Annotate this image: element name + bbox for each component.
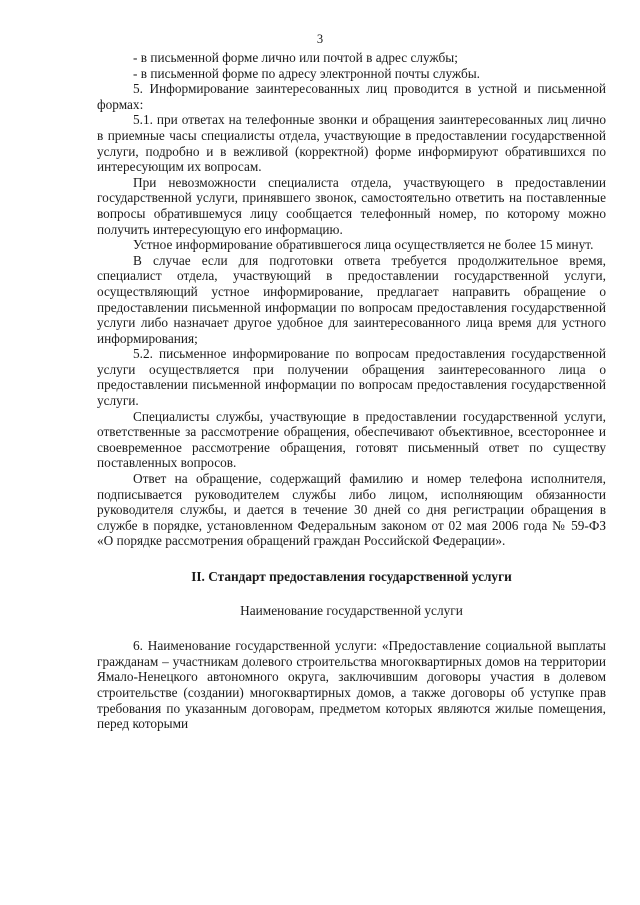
paragraph: При невозможности специалиста отдела, участвующего в предоставлении государственной услуги, принявшего звонок, самостоятельно ответить на поставленные вопросы обратившемуся лицу сообщается телефонный номер, по которому можно получить интересующую его информацию. — [97, 174, 606, 237]
paragraph: Ответ на обращение, содержащий фамилию и номер телефона исполнителя, подписывается руководителем службы либо лицом, исполняющим обязанности руководителя службы, и дается в течение 30 дней со дня регистрации обращения в службе в порядке, установленном Федеральным законом от 02 мая 2006 года № 59-ФЗ «О порядке рассмотрения обращений граждан Российской Федерации». — [97, 471, 606, 549]
paragraph: 5. Информирование заинтересованных лиц проводится в устной и письменной формах: — [97, 81, 606, 112]
document-body — [97, 50, 606, 732]
paragraph: - в письменной форме лично или почтой в адрес службы; — [133, 50, 458, 65]
paragraph: Устное информирование обратившегося лица осуществляется не более 15 минут. — [133, 237, 594, 253]
paragraph: Специалисты службы, участвующие в предоставлении государственной услуги, ответственные за рассмотрение обращения, обеспечивают объективное, всестороннее и своевременное рассмотрение обращения, готовят письменный ответ по существу поставленных вопросов. — [97, 408, 606, 471]
section-subheading: Наименование государственной услуги — [240, 602, 463, 618]
paragraph: - в письменной форме по адресу электронной почты службы. — [133, 65, 480, 81]
page-number: 3 — [316, 32, 324, 46]
paragraph: 6. Наименование государственной услуги: «Предоставление социальной выплаты гражданам – участникам долевого строительства многоквартирных домов на территории Ямало-Ненецкого автономного округа, заключившим договоры участия в долевом строительстве (создании) многоквартирных домов, а также договоры об уступке прав требования по указанным договорам, предметом которых являются жилые помещения, перед которыми — [97, 638, 606, 732]
section-heading: II. Стандарт предоставления государственной услуги — [191, 569, 512, 584]
paragraph: В случае если для подготовки ответа требуется продолжительное время, специалист отдела, участвующий в предоставлении государственной услуги, осуществляющий устное информирование, предлагает направить обращение о предоставлении письменной информации по вопросам предоставления государственной услуги либо назначает другое удобное для заинтересованного лица время для устного информирования; — [97, 252, 606, 346]
paragraph: 5.2. письменное информирование по вопросам предоставления государственной услуги осуществляется при получении обращения заинтересованного лица о предоставлении письменной информации по вопросам предоставления государственной услуги. — [97, 346, 606, 409]
paragraph: 5.1. при ответах на телефонные звонки и обращения заинтересованных лиц лично в приемные часы специалисты отдела, участвующие в предоставлении государственной услуги, подробно и в вежливой (корректной) форме информируют обратившихся по интересующим их вопросам. — [97, 112, 606, 175]
